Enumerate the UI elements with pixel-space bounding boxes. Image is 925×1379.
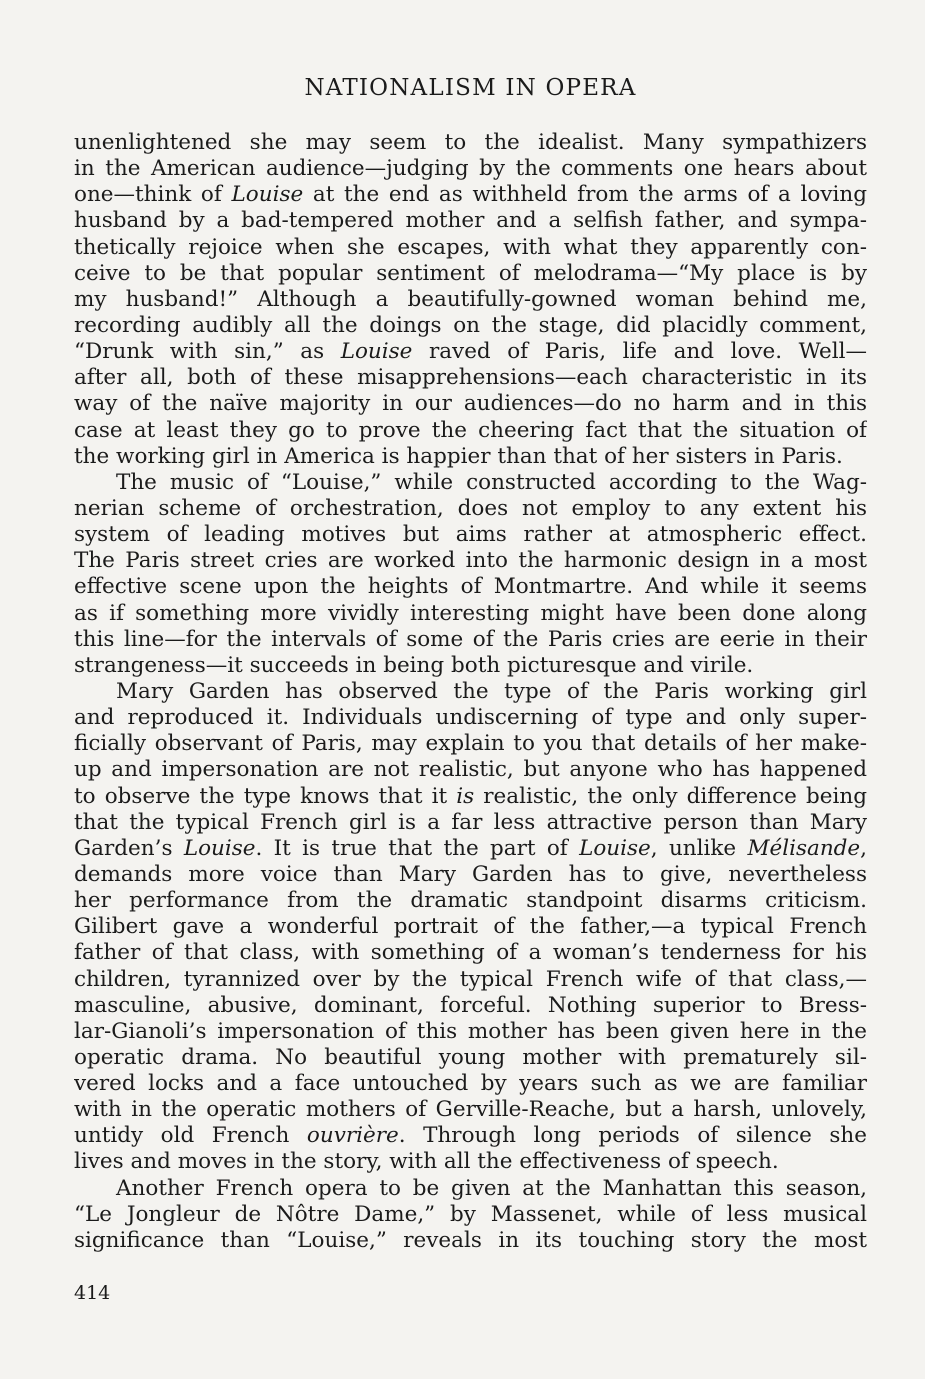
text-line: with in the operatic mothers of Gerville-Reache, but a harsh, unlovely, <box>74 1097 867 1123</box>
text-line: ficially observant of Paris, may explain to you that details of her make- <box>74 731 867 757</box>
text-line: vered locks and a face untouched by years such as we are familiar <box>74 1071 867 1097</box>
text-line: unenlightened she may seem to the idealist. Many sympathizers <box>74 130 867 155</box>
text-line: recording audibly all the doings on the stage, did placidly comment, <box>74 312 867 338</box>
text-line: up and impersonation are not realistic, but anyone who has happened <box>74 757 867 783</box>
paragraph <box>74 130 867 470</box>
text-line: and reproduced it. Individuals undiscerning of type and only super- <box>74 705 867 731</box>
running-head: NATIONALISM IN OPERA <box>304 75 637 101</box>
text-line: demands more voice than Mary Garden has to give, nevertheless <box>74 861 867 887</box>
book-page <box>74 0 867 1379</box>
text-line: the working girl in America is happier than that of her sisters in Paris. <box>74 443 843 469</box>
text-line: as if something more vividly interesting might have been done along <box>74 600 867 626</box>
text-line: husband by a bad-tempered mother and a selfish father, and sympa- <box>74 208 867 234</box>
text-line: after all, both of these misapprehensions—each characteristic in its <box>74 365 867 391</box>
text-line: “Drunk with sin,” as Louise raved of Paris, life and love. Well— <box>74 339 867 365</box>
page-number: 414 <box>74 1282 111 1304</box>
text-line: system of leading motives but aims rather at atmospheric effect. <box>74 522 867 548</box>
text-line: The Paris street cries are worked into the harmonic design in a most <box>74 548 867 574</box>
text-line: that the typical French girl is a far less attractive person than Mary <box>74 809 867 835</box>
text-line: way of the naïve majority in our audiences—do no harm and in this <box>74 391 867 417</box>
text-line: thetically rejoice when she escapes, with what they apparently con- <box>74 234 867 260</box>
text-line: operatic drama. No beautiful young mother with prematurely sil- <box>74 1044 867 1070</box>
body-text <box>74 130 867 1254</box>
text-line: her performance from the dramatic standpoint disarms criticism. <box>74 888 867 914</box>
text-line: this line—for the intervals of some of the Paris cries are eerie in their <box>74 626 867 652</box>
text-line: Gilibert gave a wonderful portrait of the father,—a typical French <box>74 914 867 940</box>
text-line: strangeness—it succeeds in being both picturesque and virile. <box>74 652 754 678</box>
text-line: Garden’s Louise. It is true that the part of Louise, unlike Mélisande, <box>74 835 867 861</box>
paragraph <box>74 679 867 1176</box>
text-line: significance than “Louise,” reveals in its touching story the most <box>74 1227 867 1253</box>
paragraph <box>74 470 867 679</box>
paragraph <box>74 1176 867 1254</box>
text-line: lar-Gianoli’s impersonation of this mother has been given here in the <box>74 1018 867 1044</box>
text-line: effective scene upon the heights of Montmartre. And while it seems <box>74 574 867 600</box>
text-line: Mary Garden has observed the type of the Paris working girl <box>116 678 867 704</box>
text-line: “Le Jongleur de Nôtre Dame,” by Massenet, while of less musical <box>74 1201 867 1227</box>
text-line: Another French opera to be given at the Manhattan this season, <box>116 1175 867 1201</box>
text-line: father of that class, with something of a woman’s tenderness for his <box>74 940 867 966</box>
text-line: masculine, abusive, dominant, forceful. Nothing superior to Bress- <box>74 992 867 1018</box>
text-line: untidy old French ouvrière. Through long periods of silence she <box>74 1123 867 1149</box>
text-line: children, tyrannized over by the typical French wife of that class,— <box>74 966 867 992</box>
text-line: one—think of Louise at the end as withheld from the arms of a loving <box>74 182 867 208</box>
text-line: my husband!” Although a beautifully-gowned woman behind me, <box>74 286 867 312</box>
text-line: in the American audience—judging by the comments one hears about <box>74 156 867 182</box>
text-line: lives and moves in the story, with all the effectiveness of speech. <box>74 1149 779 1175</box>
text-line: nerian scheme of orchestration, does not employ to any extent his <box>74 495 867 521</box>
text-line: ceive to be that popular sentiment of melodrama—“My place is by <box>74 260 867 286</box>
text-line: The music of “Louise,” while constructed according to the Wag- <box>116 469 867 495</box>
text-line: case at least they go to prove the cheering fact that the situation of <box>74 417 867 443</box>
text-line: to observe the type knows that it is realistic, the only difference being <box>74 783 867 809</box>
